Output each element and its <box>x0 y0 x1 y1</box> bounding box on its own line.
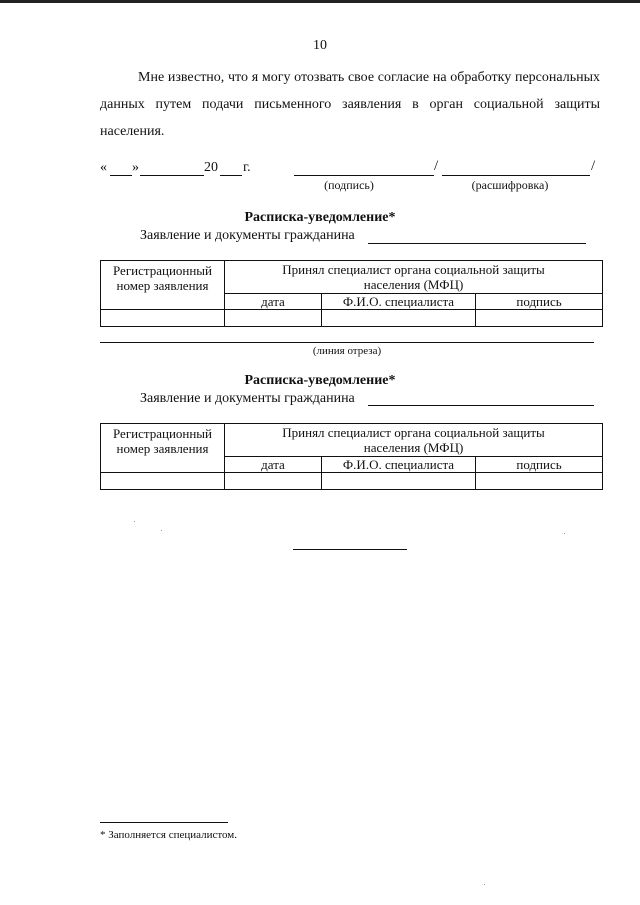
receipt-1-col-signature: подпись <box>476 294 603 310</box>
receipt-1-reg-header: Регистрационный номер заявления <box>101 261 225 310</box>
receipt-1-docs-label: Заявление и документы гражданина <box>140 228 355 243</box>
receipt-2-table <box>100 423 603 490</box>
decoding-blank[interactable] <box>442 175 590 176</box>
receipt-2-col-date: дата <box>225 457 322 473</box>
signature-caption: (подпись) <box>324 178 374 192</box>
consent-text: Мне известно, что я могу отозвать свое согласие на обработку персональных данных путем подачи письменного заявления в орган социальной защиты населения. <box>100 70 600 139</box>
date-line <box>100 160 260 180</box>
receipt-1-date-cell[interactable] <box>225 310 322 327</box>
receipt-1-citizen-blank[interactable] <box>368 243 586 244</box>
consent-paragraph <box>100 64 600 145</box>
scan-speck <box>161 530 162 531</box>
signature-slash-2: / <box>591 158 596 174</box>
date-open-quote: « <box>100 160 107 175</box>
receipt-2-signature-cell[interactable] <box>476 473 603 490</box>
receipt-2-name-cell[interactable] <box>322 473 476 490</box>
page-number: 10 <box>313 38 327 53</box>
year-blank[interactable] <box>220 175 242 176</box>
receipt-1-table <box>100 260 603 327</box>
receipt-2-reg-cell[interactable] <box>101 473 225 490</box>
day-blank[interactable] <box>110 175 132 176</box>
end-rule <box>293 549 407 550</box>
year-prefix: 20 <box>204 160 218 175</box>
receipt-1-signature-cell[interactable] <box>476 310 603 327</box>
receipt-2-accepted-header: Принял специалист органа социальной защиты населения (МФЦ) <box>225 424 603 457</box>
month-blank[interactable] <box>140 175 204 176</box>
receipt-1-title: Расписка-уведомление* <box>244 210 396 225</box>
cut-line-caption: (линия отреза) <box>312 345 382 357</box>
receipt-2-docs-line <box>140 391 355 407</box>
footnote: * Заполняется специалистом. <box>100 829 238 841</box>
receipt-1-col-date: дата <box>225 294 322 310</box>
receipt-2-citizen-blank[interactable] <box>368 405 594 406</box>
decoding-caption: (расшифровка) <box>471 178 549 192</box>
receipt-2-title: Расписка-уведомление* <box>244 373 396 388</box>
receipt-1-reg-cell[interactable] <box>101 310 225 327</box>
scan-speck <box>134 521 135 522</box>
receipt-1-accepted-header: Принял специалист органа социальной защиты населения (МФЦ) <box>225 261 603 294</box>
receipt-2-col-name: Ф.И.О. специалиста <box>322 457 476 473</box>
receipt-2-col-signature: подпись <box>476 457 603 473</box>
scan-speck <box>564 533 565 534</box>
scan-speck <box>484 884 485 885</box>
year-suffix: г. <box>243 160 251 175</box>
signature-blank[interactable] <box>294 175 434 176</box>
date-close-quote: » <box>132 160 139 175</box>
receipt-2-reg-header: Регистрационный номер заявления <box>101 424 225 473</box>
footnote-rule <box>100 822 228 823</box>
receipt-2-date-cell[interactable] <box>225 473 322 490</box>
top-border <box>0 0 640 3</box>
receipt-1-docs-line <box>140 228 355 244</box>
signature-slash-1: / <box>434 158 439 174</box>
receipt-1-col-name: Ф.И.О. специалиста <box>322 294 476 310</box>
receipt-1-name-cell[interactable] <box>322 310 476 327</box>
receipt-2-docs-label: Заявление и документы гражданина <box>140 391 355 406</box>
cut-line <box>100 342 594 343</box>
